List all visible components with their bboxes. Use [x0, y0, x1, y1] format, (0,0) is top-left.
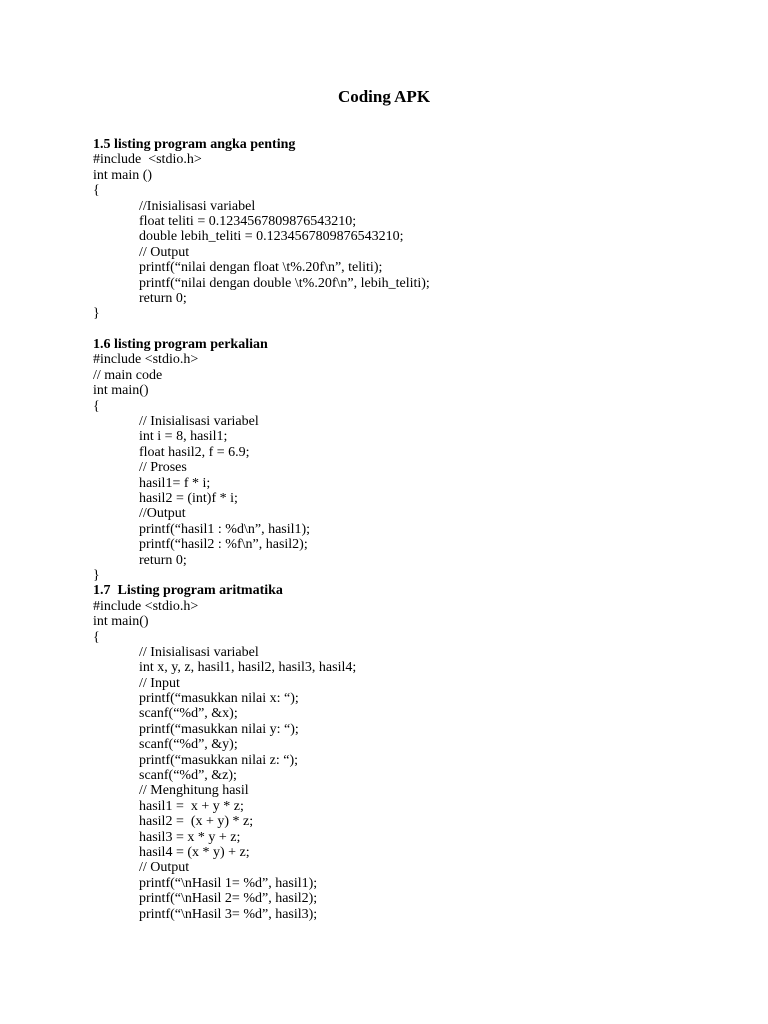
code-line: printf(“\nHasil 2= %d”, hasil2); [139, 891, 318, 907]
code-line: printf(“masukkan nilai x: “); [139, 691, 299, 707]
code-line: #include <stdio.h> [93, 598, 199, 614]
code-section [93, 583, 733, 922]
code-line: scanf(“%d”, &y); [139, 737, 238, 753]
code-line: //Output [139, 506, 186, 522]
code-section [93, 337, 733, 583]
code-line: // Input [139, 675, 180, 691]
code-line: { [93, 398, 100, 414]
code-line: int main () [93, 167, 153, 183]
code-line: return 0; [139, 552, 187, 568]
code-line: scanf(“%d”, &x); [139, 706, 238, 722]
code-line: hasil3 = x * y + z; [139, 829, 241, 845]
code-line: printf(“masukkan nilai z: “); [139, 752, 298, 768]
code-line: hasil1 = x + y * z; [139, 798, 244, 814]
code-line: // Proses [139, 460, 187, 476]
code-line: { [93, 183, 100, 199]
section-heading: 1.7 Listing program aritmatika [93, 583, 283, 599]
code-line: // Output [139, 244, 190, 260]
code-section [93, 137, 733, 337]
code-line: { [93, 629, 100, 645]
code-line: scanf(“%d”, &z); [139, 768, 237, 784]
code-line: printf(“\nHasil 1= %d”, hasil1); [139, 875, 318, 891]
code-line: } [93, 567, 100, 583]
code-line: double lebih_teliti = 0.1234567809876543210; [139, 229, 404, 245]
code-line: int i = 8, hasil1; [139, 429, 228, 445]
code-line: return 0; [139, 290, 187, 306]
code-line: printf(“hasil1 : %d\n”, hasil1); [139, 521, 311, 537]
code-line: } [93, 306, 100, 322]
code-line: printf(“nilai dengan float \t%.20f\n”, teliti); [139, 260, 383, 276]
section-heading: 1.6 listing program perkalian [93, 337, 268, 353]
blank-line [93, 322, 733, 337]
section-heading: 1.5 listing program angka penting [93, 137, 296, 152]
code-line: // Inisialisasi variabel [139, 644, 259, 660]
code-line: hasil4 = (x * y) + z; [139, 844, 250, 860]
code-line: hasil2 = (int)f * i; [139, 490, 238, 506]
code-line: printf(“hasil2 : %f\n”, hasil2); [139, 537, 308, 553]
code-line: int main() [93, 383, 149, 399]
code-line: printf(“nilai dengan double \t%.20f\n”, lebih_teliti); [139, 275, 430, 291]
code-line: float hasil2, f = 6.9; [139, 444, 250, 460]
code-line: // Inisialisasi variabel [139, 414, 259, 430]
code-line: printf(“masukkan nilai y: “); [139, 721, 299, 737]
document-title: Coding APK [337, 87, 431, 106]
code-line: // main code [93, 367, 163, 383]
code-line: printf(“\nHasil 3= %d”, hasil3); [139, 906, 318, 922]
document-body [93, 137, 733, 922]
code-line: #include <stdio.h> [93, 152, 202, 168]
code-line: int x, y, z, hasil1, hasil2, hasil3, hasil4; [139, 660, 357, 676]
code-line: // Output [139, 860, 190, 876]
code-line: hasil2 = (x + y) * z; [139, 814, 254, 830]
code-line: hasil1= f * i; [139, 475, 211, 491]
code-line: int main() [93, 614, 149, 630]
code-line: //Inisialisasi variabel [139, 198, 256, 214]
code-line: #include <stdio.h> [93, 352, 199, 368]
code-line: float teliti = 0.1234567809876543210; [139, 213, 357, 229]
code-line: // Menghitung hasil [139, 783, 249, 799]
